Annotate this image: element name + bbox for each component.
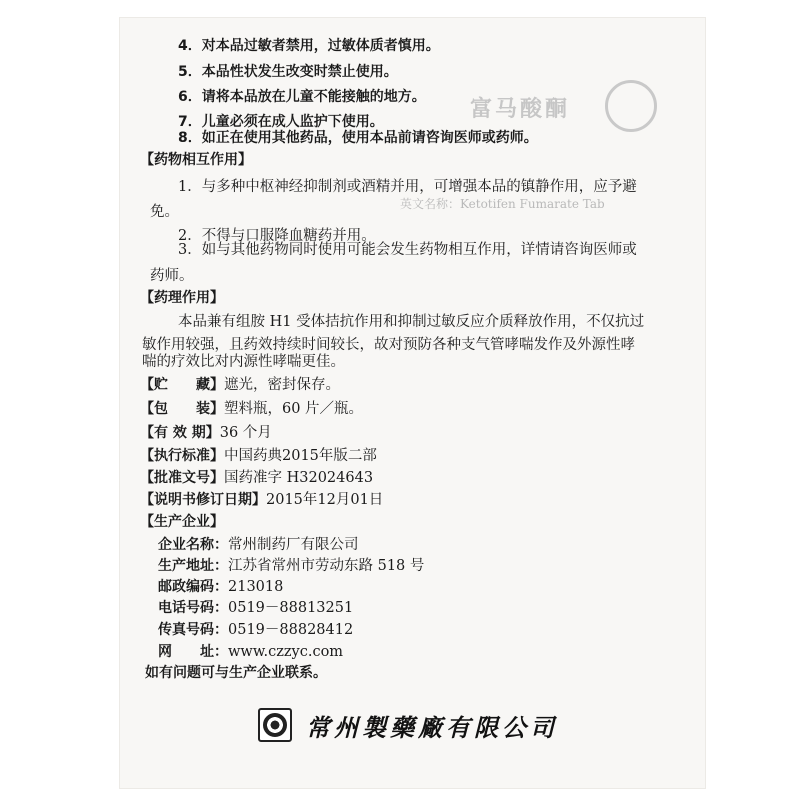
manufacturer-row bbox=[158, 620, 353, 640]
interaction-line: 3．如与其他药物同时使用可能会发生药物相互作用，详情请咨询医师或 bbox=[178, 242, 637, 258]
manufacturer-label: 网 址： bbox=[158, 644, 228, 660]
info-label: 【包 装】 bbox=[140, 401, 224, 417]
info-value: 36 个月 bbox=[219, 425, 272, 441]
info-row-approval bbox=[140, 468, 373, 488]
section-heading-manufacturer: 【生产企业】 bbox=[140, 514, 224, 530]
section-heading-pharmacology: 【药理作用】 bbox=[140, 290, 224, 306]
company-seal-icon bbox=[258, 708, 292, 742]
manufacturer-value: 0519－88813251 bbox=[228, 600, 354, 616]
manufacturer-value: 213018 bbox=[228, 579, 284, 595]
precaution-item: 5．本品性状发生改变时禁止使用。 bbox=[178, 64, 398, 80]
manufacturer-contact-note: 如有问题可与生产企业联系。 bbox=[145, 665, 327, 681]
manufacturer-label: 传真号码： bbox=[158, 622, 228, 638]
precaution-item: 7．儿童必须在成人监护下使用。 bbox=[178, 114, 384, 130]
company-name: 常州製藥廠有限公司 bbox=[306, 712, 558, 742]
info-value: 遮光，密封保存。 bbox=[224, 377, 340, 393]
manufacturer-row bbox=[158, 642, 343, 662]
precaution-item: 8．如正在使用其他药品，使用本品前请咨询医师或药师。 bbox=[178, 130, 538, 146]
pharmacology-line: 敏作用较强，且药效持续时间较长，故对预防各种支气管哮喘发作及外源性哮 bbox=[142, 337, 635, 353]
interaction-line: 2．不得与口服降血糖药并用。 bbox=[178, 228, 376, 244]
info-label: 【有 效 期】 bbox=[140, 425, 220, 441]
info-value: 中国药典2015年版二部 bbox=[224, 448, 377, 464]
info-label: 【批准文号】 bbox=[140, 470, 224, 486]
precaution-item: 4．对本品过敏者禁用，过敏体质者慎用。 bbox=[178, 38, 440, 54]
manufacturer-row bbox=[158, 556, 424, 576]
info-row-revision-date bbox=[140, 490, 383, 510]
precaution-item: 6．请将本品放在儿童不能接触的地方。 bbox=[178, 89, 426, 105]
info-label: 【执行标准】 bbox=[140, 448, 224, 464]
manufacturer-value: 江苏省常州市劳动东路 518 号 bbox=[228, 558, 425, 574]
info-value: 塑料瓶，60 片／瓶。 bbox=[224, 401, 364, 417]
manufacturer-value: 常州制药厂有限公司 bbox=[228, 537, 359, 553]
manufacturer-label: 企业名称： bbox=[158, 537, 228, 553]
pharmacology-line: 本品兼有组胺 H1 受体拮抗作用和抑制过敏反应介质释放作用，不仅抗过 bbox=[178, 314, 645, 330]
interaction-line: 药师。 bbox=[150, 268, 194, 284]
pharmacology-line: 喘的疗效比对内源性哮喘更佳。 bbox=[142, 354, 345, 370]
info-value: 国药准字 H32024643 bbox=[224, 470, 374, 486]
ghost-english: 英文名称：Ketotifen Fumarate Tab bbox=[400, 197, 605, 211]
info-value: 2015年12月01日 bbox=[266, 492, 384, 508]
manufacturer-label: 电话号码： bbox=[158, 600, 228, 616]
manufacturer-row bbox=[158, 598, 353, 618]
manufacturer-value: 0519－88828412 bbox=[228, 622, 354, 638]
info-row-storage bbox=[140, 375, 340, 395]
interaction-line: 免。 bbox=[150, 204, 179, 220]
manufacturer-label: 邮政编码： bbox=[158, 579, 228, 595]
info-row-standard bbox=[140, 446, 377, 466]
interaction-line: 1．与多种中枢神经抑制剂或酒精并用，可增强本品的镇静作用，应予避 bbox=[178, 179, 637, 195]
ghost-seal-icon bbox=[605, 80, 657, 132]
info-row-package bbox=[140, 399, 363, 419]
manufacturer-label: 生产地址： bbox=[158, 558, 228, 574]
ghost-title: 富马酸酮 bbox=[470, 96, 571, 122]
manufacturer-row bbox=[158, 535, 359, 555]
footer-brand bbox=[258, 708, 558, 742]
manufacturer-row bbox=[158, 577, 283, 597]
info-label: 【说明书修订日期】 bbox=[140, 492, 266, 508]
info-row-expiry bbox=[140, 423, 272, 443]
section-heading-interactions: 【药物相互作用】 bbox=[140, 152, 252, 168]
manufacturer-value: www.czzyc.com bbox=[228, 644, 344, 660]
info-label: 【贮 藏】 bbox=[140, 377, 224, 393]
